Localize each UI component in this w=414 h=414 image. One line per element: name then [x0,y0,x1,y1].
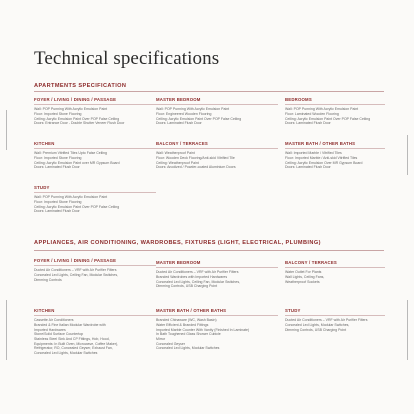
block-divider [34,315,156,316]
block-title: MASTER BEDROOM [156,260,201,265]
block-divider [156,104,278,105]
spec-line: Ceiling: Weatherproof Paint [156,160,199,165]
block-title: KITCHEN [34,308,55,313]
block-divider [285,104,385,105]
spec-line: Doors: Laminated Flush Door [156,121,202,126]
spec-line: Floor: Wooden Deck Flooring/Anti-skid Vitrified Tile [156,155,235,160]
block-title: BEDROOMS [285,97,312,102]
spec-line: Ceiling: Acrylic Emulsion Paint Over POP False Ceiling [156,116,242,121]
spec-block-kitchen [34,141,156,170]
spec-line: Branded Chinaware (WC, Wash Basin) [156,318,217,323]
spec-line: Ducted Air Conditioners – VRF with Air Purifier Filters [156,270,239,275]
spec-line: Wall: Premium Vitrified Tiles Upto False Ceiling [34,151,107,156]
spec-line: Doors: Laminated Flush Door [34,165,80,170]
spec-line: Concealed Geyser [156,341,185,346]
spec-line: Floor: Imported Stone Flooring [34,155,82,160]
spec-line: Floor: Engineered Wooden Flooring [156,111,212,116]
spec-line: Imported Hardwares [34,327,66,332]
spec-line: Floor: Imported Marble / Anti-skid Vitrified Tiles [285,155,358,160]
block-title: BALCONY / TERRACES [156,141,208,146]
spec-line: Wall: Imported Marble / Vitrified Tiles [285,151,342,156]
spec-line: Wall: POP Punning With Acrylic Emulsion Paint [34,195,108,200]
block-divider [34,104,156,105]
appliance-block-foyer [34,258,156,282]
spec-line: Concealed Led Lights, Modular Switches [34,351,98,356]
spec-line: Wall Lights, Ceiling Fans, [285,274,325,279]
spec-line: Dimming Controls, USB Charging Point [156,284,218,289]
section-title-appliances: APPLIANCES, AIR CONDITIONING, WARDROBES, FIXTURES (LIGHT, ELECTRICAL, PLUMBING) [34,240,321,246]
spec-line: Wall: POP Punning With Acrylic Emulsion Paint [285,107,359,112]
spec-line: Doors: Laminated Flush Door [285,121,331,126]
block-divider [156,315,278,316]
spec-line: Floor: Imported Stone Flooring [34,111,82,116]
page-title: Technical specifications [34,48,220,69]
spec-line: Dimming Controls [34,277,62,282]
section-divider [34,250,384,251]
appliance-block-baths [156,308,278,351]
block-divider [34,148,156,149]
left-edge-mark [6,300,7,360]
spec-line: Ceiling: Acrylic Emulsion Over MR Gypsum Board [285,160,363,165]
spec-line: Concealed Led Lights, Ceiling Fan, Modular Switches, [34,272,119,277]
spec-line: In Bath Toughened Glass Shower Cubicle [156,332,221,337]
block-title: MASTER BEDROOM [156,97,201,102]
spec-line: Refrigerator, RO, Concealed Geyser, Exhaust Fan, [34,346,113,351]
spec-line: Concealed Led Lights, Ceiling Fan, Modular Switches, [156,279,241,284]
right-edge-mark [407,300,408,360]
spec-line: Branded & Fine Italian Modular Wardrobe with [34,322,106,327]
spec-block-foyer [34,97,156,126]
spec-block-balcony [156,141,278,170]
block-title: MASTER BATH / OTHER BATHS [285,141,356,146]
spec-line: Imported Marble Counter With Vanity (Finished In Laminate) [156,327,250,332]
spec-line: Ceiling: Acrylic Emulsion Paint Over POP False Ceiling [34,204,120,209]
block-divider [156,148,278,149]
spec-line: Stone/Solid Surface Countertop [34,332,84,337]
spec-line: Ducted Air Conditioners – VRF with Air Purifier Filters [285,318,368,323]
block-divider [34,192,156,193]
spec-line: Branded Wardrobes with Imported Hardwares [156,274,228,279]
spec-line: Water Outlet For Plants [285,270,322,275]
spec-line: Doors: Anodized / Powder-coated Aluminium Doors [156,165,236,170]
block-title: FOYER / LIVING / DINING / PASSAGE [34,258,117,263]
left-edge-mark [6,110,7,150]
section-title-apartments: APARTMENTS SPECIFICATION [34,83,127,89]
spec-line: Floor: Laminated Wooden Flooring [285,111,339,116]
appliance-block-master-bedroom [156,260,278,289]
spec-line: Doors: Laminated Flush Door [285,165,331,170]
spec-line: Concealed Led Lights, Modular Switches, [285,322,350,327]
spec-line: Doors: Laminated Flush Door [34,209,80,214]
spec-line: Water Efficient & Branded Fittings [156,322,209,327]
spec-block-baths [285,141,385,170]
spec-line: Ceiling: Acrylic Emulsion Paint over MR Gypsum Board [34,160,120,165]
block-title: FOYER / LIVING / DINING / PASSAGE [34,97,117,102]
spec-line: Cassette Air Conditioners [34,318,74,323]
block-divider [285,267,385,268]
spec-line: Wall: Weatherproof Paint [156,151,195,156]
block-title: STUDY [285,308,301,313]
spec-line: Doors: Entrance Door - Double Shutter Veneer Flush Door [34,121,125,126]
appliance-block-study [285,308,385,332]
block-divider [285,148,385,149]
section-divider [34,91,384,92]
spec-line: Ducted Air Conditioners – VRF with Air Purifier Filters [34,268,117,273]
spec-line: Equipments: In Built Oven, Microwave, Coffee Maker), [34,341,119,346]
block-title: KITCHEN [34,141,55,146]
appliance-block-kitchen [34,308,156,356]
spec-line: Mirror [156,337,166,341]
appliance-block-balcony [285,260,385,284]
spec-line: Stainless Steel Sink And CP Fittings, Hob, Hood, [34,337,110,341]
block-title: STUDY [34,185,50,190]
spec-block-study [34,185,156,214]
block-divider [34,265,156,266]
block-title: BALCONY / TERRACES [285,260,337,265]
block-divider [285,315,385,316]
spec-line: Ceiling: Acrylic Emulsion Paint Over POP False Ceiling [34,116,120,121]
block-divider [156,267,278,268]
spec-line: Weatherproof Sockets [285,279,320,284]
spec-line: Ceiling: Acrylic Emulsion Paint Over POP False Ceiling [285,116,371,121]
spec-line: Concealed Led Lights, Modular Switches [156,346,220,351]
right-edge-mark [407,135,408,175]
block-title: MASTER BATH / OTHER BATHS [156,308,227,313]
spec-line: Wall: POP Punning With Acrylic Emulsion Paint [156,107,230,112]
spec-line: Dimming Controls, USB Charging Point [285,327,347,332]
spec-block-bedrooms [285,97,385,126]
spec-line: Wall: POP Punning With Acrylic Emulsion Paint [34,107,108,112]
spec-line: Floor: Imported Stone Flooring [34,199,82,204]
spec-block-master-bedroom [156,97,278,126]
